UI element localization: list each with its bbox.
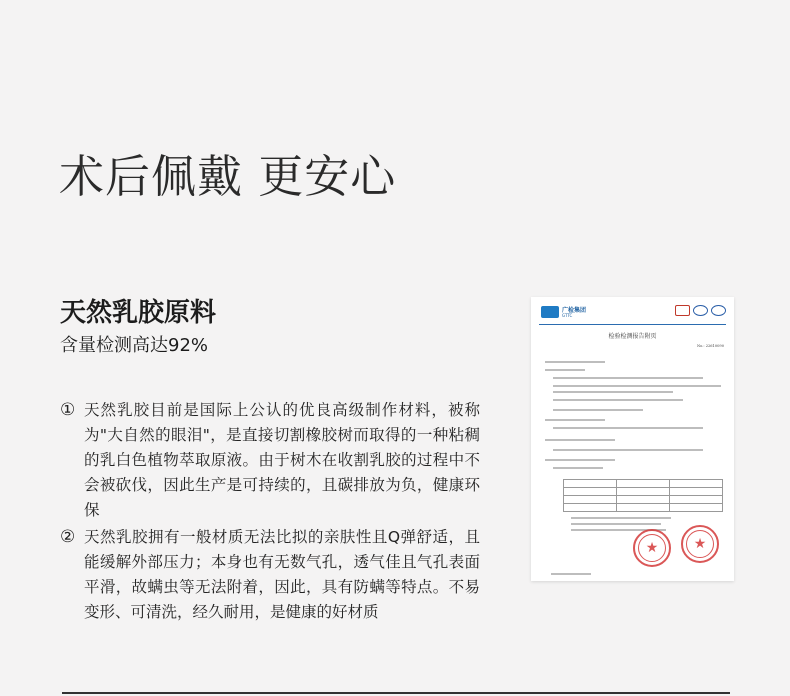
feature-list	[60, 398, 480, 627]
feature-number: ②	[60, 527, 76, 547]
text-line	[571, 517, 671, 519]
feature-item	[60, 525, 480, 625]
text-line	[545, 459, 615, 461]
result-table	[563, 479, 723, 512]
certificate-header-rule	[539, 324, 726, 325]
text-line	[553, 377, 703, 379]
feature-text: 天然乳胶拥有一般材质无法比拟的亲肤性且Q弹舒适，且能缓解外部压力；本身也有无数气孔，透气佳且气孔表面平滑，故螨虫等无法附着，因此，具有防螨等特点。不易变形、可清洗，经久耐用，是健康的好材质	[84, 528, 480, 621]
text-line	[571, 523, 661, 525]
section-subtitle: 含量检测高达92%	[60, 335, 209, 356]
report-number: No.: 22610090	[696, 344, 724, 348]
text-line	[545, 419, 605, 421]
text-line	[545, 369, 585, 371]
text-line	[553, 391, 673, 393]
accreditation-badges	[675, 305, 726, 316]
text-line	[553, 467, 603, 469]
text-line	[545, 439, 615, 441]
ilac-badge-icon	[693, 305, 708, 316]
text-line	[553, 399, 683, 401]
text-line	[553, 409, 643, 411]
section-title: 天然乳胶原料	[60, 298, 217, 328]
hero-title: 术后佩戴 更安心	[59, 150, 397, 203]
cma-badge-icon	[675, 305, 690, 316]
star-stamp-icon: ★	[681, 525, 719, 563]
star-stamp-icon: ★	[633, 529, 671, 567]
certificate-title: 检验检测报告附页	[608, 333, 657, 340]
text-line	[553, 427, 703, 429]
feature-number: ①	[60, 400, 76, 420]
text-line	[545, 361, 605, 363]
certificate-logo-sub: GTTC	[562, 313, 573, 318]
bottom-divider	[62, 692, 730, 694]
text-line	[553, 449, 703, 451]
gttc-logo-icon	[541, 306, 559, 318]
cnas-badge-icon	[711, 305, 726, 316]
feature-item	[60, 398, 480, 523]
text-line	[551, 573, 591, 575]
text-line	[553, 385, 721, 387]
certificate-logo-text: 广检集团	[562, 307, 587, 314]
feature-text: 天然乳胶目前是国际上公认的优良高级制作材料，被称为"大自然的眼泪"，是直接切割橡胶树而取得的一种粘稠的乳白色植物萃取原液。由于树木在收割乳胶的过程中不会被砍伐，因此生产是可持续的，且碳排放为负，健康环保	[84, 401, 480, 519]
test-report-certificate	[531, 297, 734, 581]
